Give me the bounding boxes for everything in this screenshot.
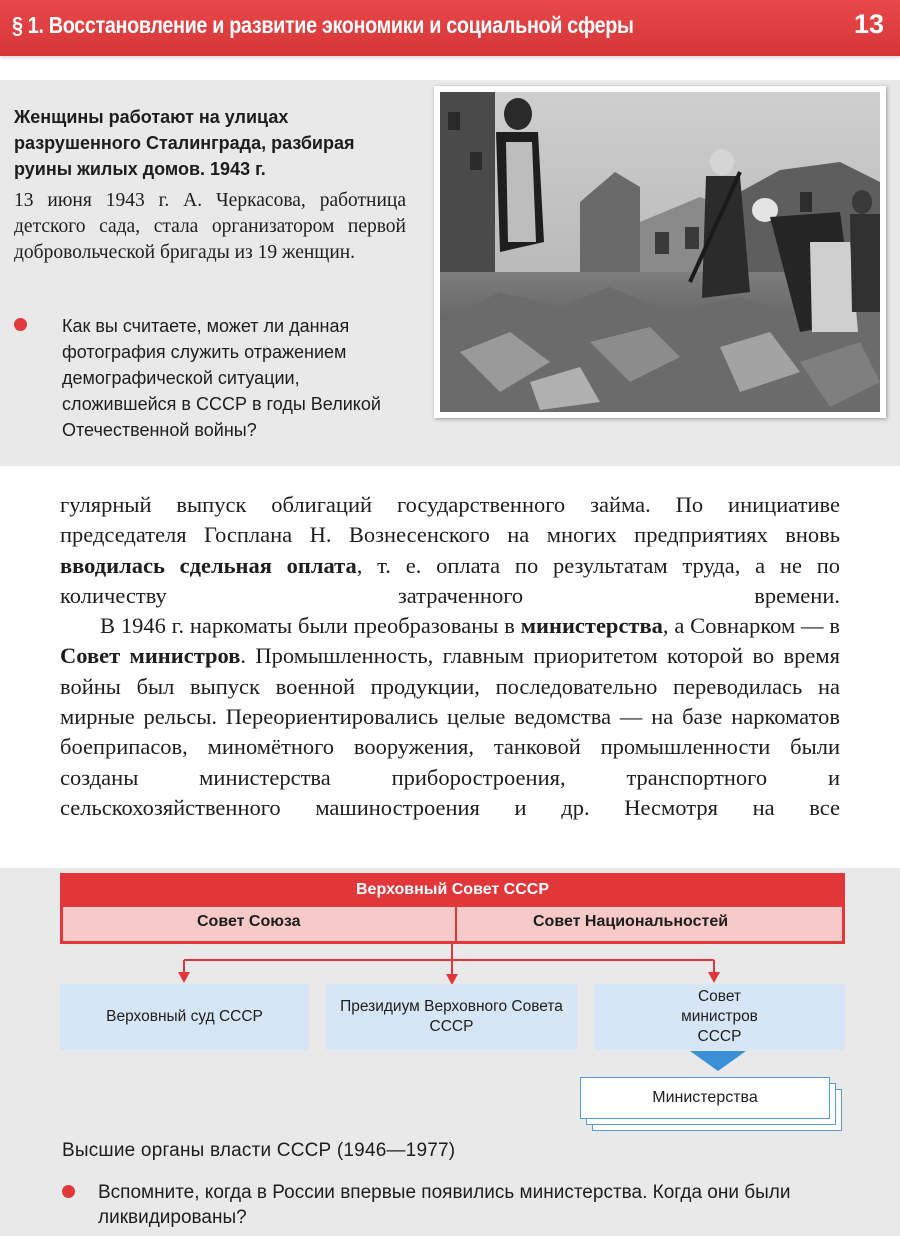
diagram-caption: Высшие органы власти СССР (1946—1977) xyxy=(62,1140,456,1161)
down-arrow-icon xyxy=(690,1051,746,1071)
photo-caption-title: Женщины работают на улицах разрушенного Сталинграда, разбирая руины жилых домов. 1943 г. xyxy=(14,107,355,179)
section-title: § 1. Восстановление и развитие экономики и социальной сферы xyxy=(12,12,634,38)
term-council-of-ministers: Совет министров xyxy=(60,643,241,669)
final-question: Вспомните, когда в России впервые появились министерства. Когда они были ликвидированы? xyxy=(98,1182,791,1228)
council-of-ministers-box: Совет министров СССР xyxy=(594,984,845,1050)
paragraph-2-text-end: . Промышленность, главным приоритетом которой во время войны был выпуск военной продукции, последовательно переводилась на мирные рельсы. Переориентировались целые ведомства — на базе наркоматов боеприпасов, миномётного вооружения, танковой промышленности были созданы министерства приборостроения, транспортного и сельскохозяйственного машиностроения и др. Несмотря на все xyxy=(60,643,840,820)
photo-caption-text: 13 июня 1943 г. А. Черкасова, работница детского сада, стала организатором первой добровольческой бригады из 19 женщин. xyxy=(14,190,406,263)
paragraph-2-text-mid: , а Совнарком — в xyxy=(662,613,840,639)
ministries-box: Министерства xyxy=(580,1077,830,1119)
presidium-box: Президиум Верховного Совета СССР xyxy=(326,984,577,1050)
question-bullet-icon xyxy=(62,1185,75,1198)
supreme-soviet-box: Верховный Совет СССР xyxy=(60,873,845,907)
supreme-court-box: Верховный суд СССР xyxy=(60,984,309,1050)
paragraph-1-text-end: , т. е. оплата по результатам труда, а не по количеству затраченного времени. xyxy=(60,552,841,608)
paragraph-2-text: В 1946 г. наркоматы были преобразованы в xyxy=(100,613,521,639)
term-ministries: министерства xyxy=(520,613,663,639)
page-number: 13 xyxy=(853,9,884,39)
term-piecework-pay: вводилась сдельная оплата xyxy=(60,552,357,578)
council-of-union-label: Совет Союза xyxy=(197,913,301,930)
council-of-nationalities-label: Совет Национальностей xyxy=(533,913,729,930)
paragraph-1-text: гулярный выпуск облигаций государственного займа. По инициативе председателя Госплана Н. Вознесенского на многих предприятиях вновь xyxy=(60,492,840,548)
photo-question: Как вы считаете, может ли данная фотография служить отражением демографической ситуации, сложившейся в СССР в годы Великой Отечественной войны? xyxy=(62,316,381,440)
